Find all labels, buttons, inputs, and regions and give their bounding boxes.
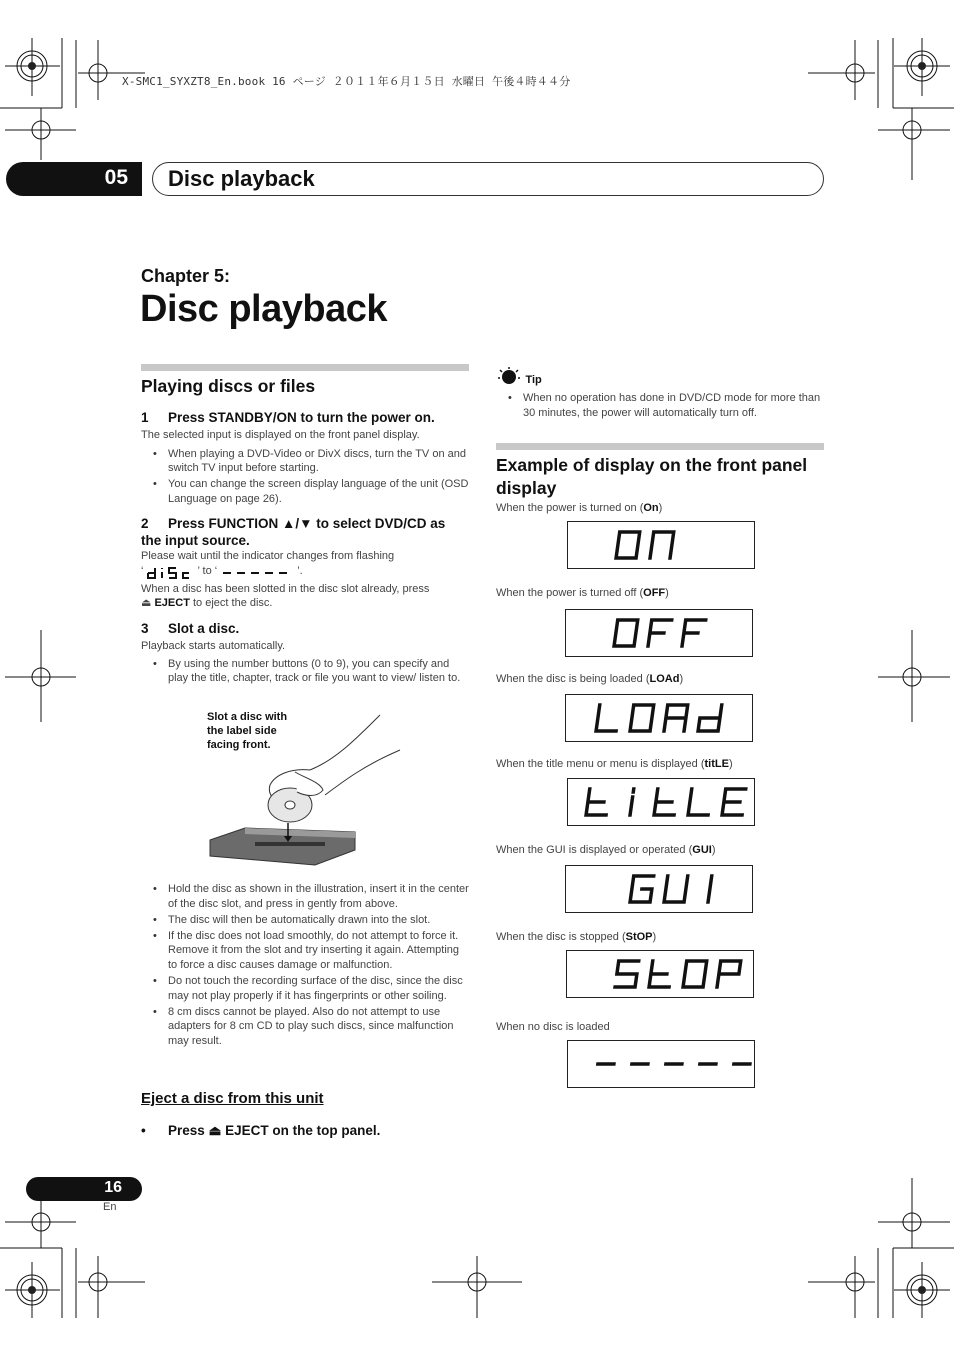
list-item: • The disc will then be automatically drawn into the slot. <box>141 913 471 928</box>
display-caption <box>496 587 669 599</box>
eject-step-label: EJECT on the top panel. <box>225 1123 381 1138</box>
tip-block <box>497 367 542 387</box>
section-title-line: display <box>496 478 557 498</box>
front-panel-lcd <box>567 778 755 826</box>
tip-icon <box>497 367 521 387</box>
list-item: • When playing a DVD-Video or DivX discs, turn the TV on and switch TV input before starting. <box>141 447 471 476</box>
lcd-segment-P <box>717 961 741 987</box>
eject-step <box>141 1122 380 1139</box>
front-panel-lcd <box>567 1040 755 1088</box>
eject-icon: ⏏ <box>141 597 152 610</box>
front-panel-lcd <box>565 609 753 657</box>
list-item: • By using the number buttons (0 to 9), you can specify and play the title, chapter, track or file you want to view/ listen to. <box>141 657 471 686</box>
step-2 <box>141 515 471 611</box>
caption-code: StOP <box>625 931 653 943</box>
step-text: Slot a disc. <box>168 621 240 636</box>
front-panel-lcd <box>565 865 753 913</box>
lcd-segment-t <box>649 961 673 987</box>
front-panel-lcd <box>567 521 755 569</box>
display-caption <box>496 673 683 685</box>
caption-close: ) <box>679 673 684 685</box>
eject-section-title: Eject a disc from this unit <box>141 1090 324 1107</box>
tip-list <box>496 391 826 422</box>
caption-text: When no disc is loaded <box>496 1021 610 1033</box>
lcd-segment-i <box>630 789 634 815</box>
insert-notes <box>141 882 471 1050</box>
lcd-segment-F <box>682 620 706 646</box>
caption-line: the label side <box>207 725 277 737</box>
step-body: The selected input is displayed on the front panel display. <box>141 429 420 441</box>
lcd-segment-S <box>615 961 639 987</box>
page-number: 16 <box>104 1179 122 1196</box>
display-caption <box>496 931 656 943</box>
list-item: • When no operation has done in DVD/CD mode for more than 30 minutes, the power will automatically turn off. <box>496 391 826 420</box>
caption-text: When the power is turned off ( <box>496 587 644 599</box>
caption-text: When the disc is being loaded ( <box>496 673 650 685</box>
step-3-bullets <box>141 657 471 686</box>
lcd-segment-O <box>614 620 638 646</box>
caption-line: Slot a disc with <box>207 711 288 723</box>
eject-label: EJECT <box>154 597 190 610</box>
lcd-segment-O <box>630 705 654 731</box>
chapter-title-bar <box>152 162 824 196</box>
lcd-segment-t <box>586 789 610 815</box>
chapter-label: Chapter 5: <box>141 266 231 286</box>
caption-text: When the GUI is displayed or operated ( <box>496 844 693 856</box>
step-body-2: When a disc has been slotted in the disc slot already, press <box>141 582 430 595</box>
step-text-cont: the input source. <box>141 533 250 548</box>
section-rule <box>496 443 824 450</box>
quote-open: ‘ <box>141 565 144 578</box>
caption-code: LOAd <box>649 673 680 685</box>
caption-code: On <box>643 502 659 514</box>
page-number-tab <box>26 1177 142 1201</box>
lcd-segment-d <box>698 705 722 731</box>
step-1 <box>141 409 471 508</box>
step-number: 3 <box>141 621 149 636</box>
disc-lcd-glyph <box>145 564 195 580</box>
lcd-segment-A <box>664 705 688 731</box>
list-item: • If the disc does not load smoothly, do not attempt to force it. Remove it from the slot and try inserting it again. Attempting to force a disc causes damage or malfunction. <box>141 929 471 973</box>
section-rule <box>141 364 469 371</box>
section-title-playing: Playing discs or files <box>141 376 316 396</box>
step-text: Press FUNCTION ▲/▼ to select DVD/CD as <box>168 516 446 531</box>
chapter-title: Disc playback <box>168 166 315 191</box>
caption-code: OFF <box>643 587 666 599</box>
lcd-segment-I <box>708 876 712 902</box>
eject-icon: ⏏ <box>208 1123 222 1138</box>
display-caption <box>496 502 662 514</box>
list-item: • 8 cm discs cannot be played. Also do not attempt to use adapters for 8 cm CD to play such discs, since malfunction may result. <box>141 1005 471 1049</box>
caption-close: ) <box>658 502 663 514</box>
lcd-segment-t <box>654 789 678 815</box>
step-number: 2 <box>141 516 149 531</box>
caption-close: ) <box>665 587 669 599</box>
list-item: • Hold the disc as shown in the illustration, insert it in the center of the disc slot, and press in gently from above. <box>141 882 471 911</box>
caption-close: ) <box>728 758 733 770</box>
lcd-segment-L <box>688 789 712 815</box>
lcd-segment-G <box>630 876 654 902</box>
flashing-indicator-line <box>141 564 471 580</box>
print-header: X-SMC1_SYXZT8_En.book 16 ページ ２０１１年６月１５日 水曜日 午後４時４４分 <box>122 75 571 88</box>
eject-press: Press <box>168 1123 205 1138</box>
step-number: 1 <box>141 410 149 425</box>
caption-code: GUI <box>692 844 712 856</box>
language-code: En <box>103 1201 117 1213</box>
section-title-line: Example of display on the front panel <box>496 455 808 475</box>
step-3 <box>141 620 471 687</box>
lcd-segment-n <box>650 532 674 558</box>
lcd-segment-O <box>616 532 640 558</box>
page-heading: Disc playback <box>140 288 387 330</box>
eject-instruction <box>141 596 471 611</box>
dashes-lcd-glyph <box>219 564 295 580</box>
step-text: Press STANDBY/ON to turn the power on. <box>168 410 435 425</box>
display-caption <box>496 1021 610 1033</box>
display-caption <box>496 758 733 770</box>
lcd-segment-E <box>722 789 746 815</box>
section-title-display <box>496 454 807 500</box>
front-panel-lcd <box>565 694 753 742</box>
lcd-segment-L <box>596 705 620 731</box>
disc-insert-illustration <box>205 710 410 870</box>
chapter-number: 05 <box>104 166 128 189</box>
list-item: • Do not touch the recording surface of the disc, since the disc may not play properly if it has fingerprints or other soiling. <box>141 974 471 1003</box>
tip-label: Tip <box>525 374 542 387</box>
list-item: • You can change the screen display language of the unit (OSD Language on page 26). <box>141 477 471 506</box>
caption-line: facing front. <box>207 739 271 751</box>
quote-mid: ’ to ‘ <box>197 565 218 578</box>
display-caption <box>496 844 716 856</box>
quote-end: ’. <box>297 565 303 578</box>
lcd-segment-O <box>683 961 707 987</box>
lcd-segment-F <box>648 620 672 646</box>
step-body: Playback starts automatically. <box>141 640 286 652</box>
caption-text: When the power is turned on ( <box>496 502 644 514</box>
chapter-number-tab <box>6 162 142 196</box>
step-body: Please wait until the indicator changes from flashing <box>141 550 395 562</box>
bullet: • <box>141 1123 146 1138</box>
lcd-segment-U <box>664 876 688 902</box>
caption-close: ) <box>711 844 716 856</box>
eject-tail: to eject the disc. <box>193 597 273 610</box>
step-1-bullets <box>141 447 471 507</box>
front-panel-lcd <box>566 950 754 998</box>
caption-close: ) <box>652 931 657 943</box>
caption-text: When the title menu or menu is displayed ( <box>496 758 705 770</box>
caption-text: When the disc is stopped ( <box>496 931 626 943</box>
caption-code: titLE <box>704 758 729 770</box>
